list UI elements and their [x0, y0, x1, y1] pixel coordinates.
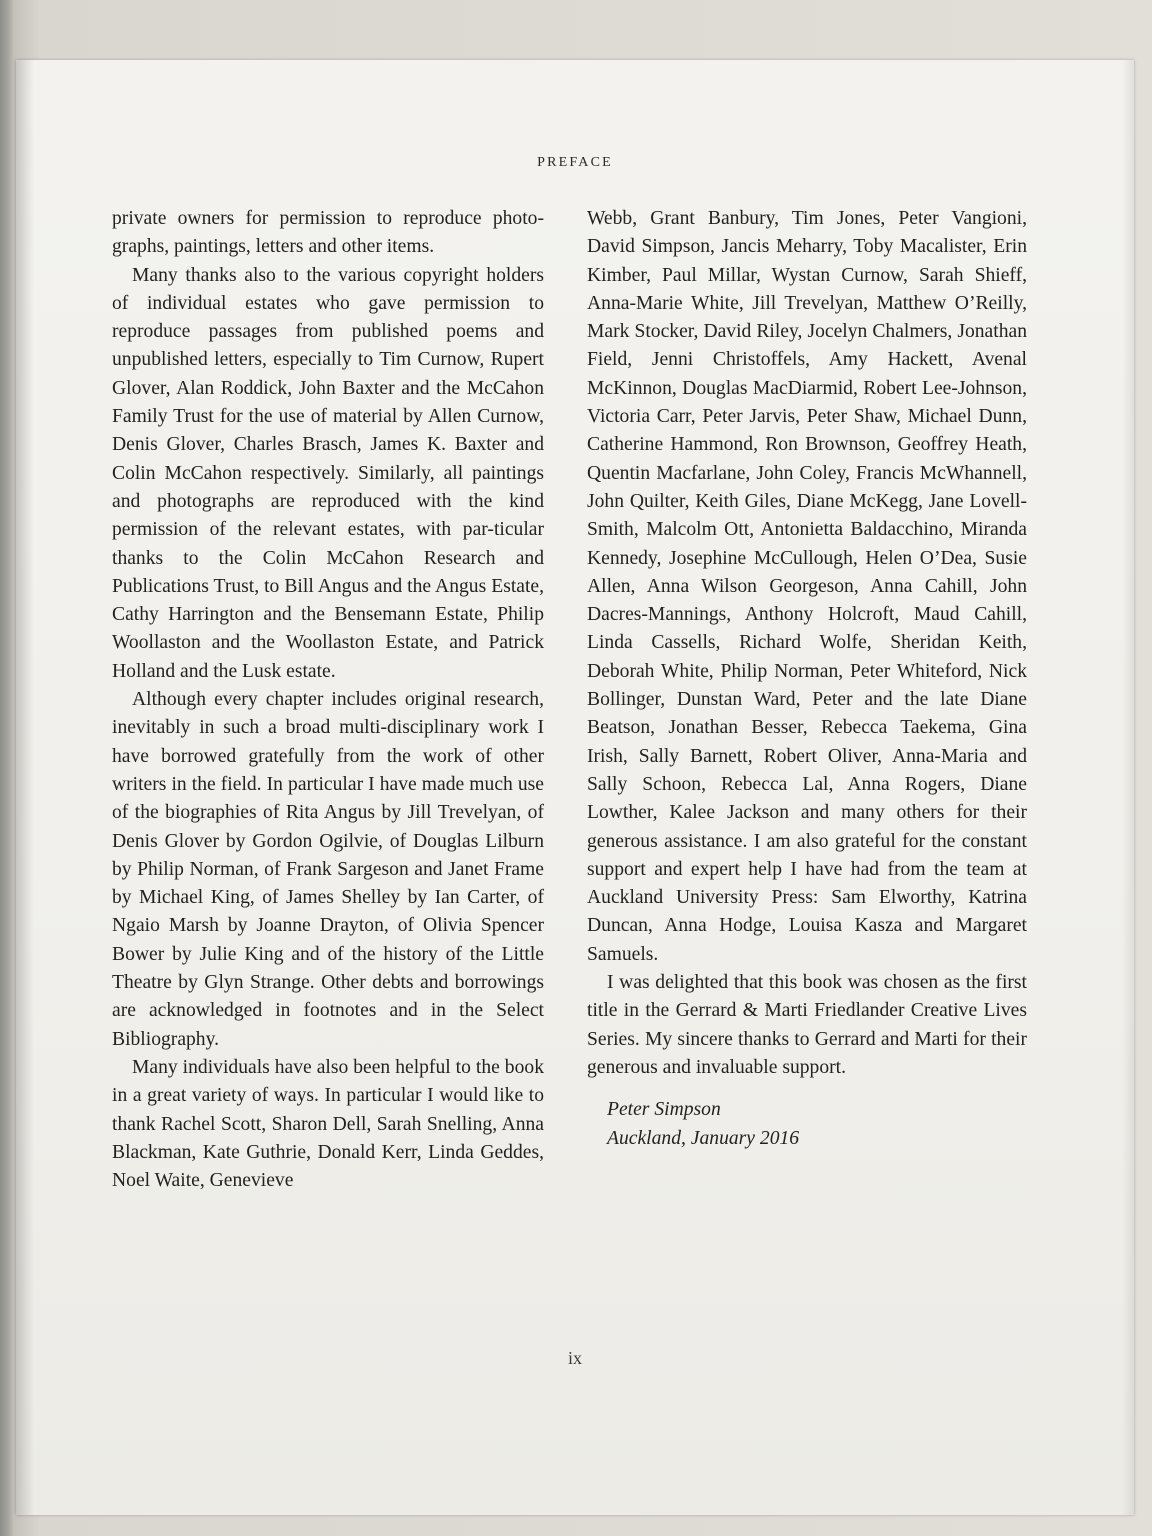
signature	[587, 1096, 1027, 1153]
author-name: Peter Simpson	[607, 1099, 721, 1121]
paragraph: Many thanks also to the various copyright holders of individual estates who gave permission to reproduce passages from published poems and unpublished letters, especially to Tim Curnow, Rupert Glover, Alan Roddick, John Baxter and the McCahon Family Trust for the use of material by Allen Curnow, Denis Glover, Charles Brasch, James K. Baxter and Colin McCahon respectively. Similarly, all paintings and photographs are reproduced with the kind permission of the relevant estates, with par-ticular thanks to the Colin McCahon Research and Publications Trust, to Bill Angus and the Angus Estate, Cathy Harrington and the Bensemann Estate, Philip Woollaston and the Woollaston Estate, and Patrick Holland and the Lusk estate.	[112, 264, 544, 682]
page-gutter-shadow	[16, 60, 34, 1515]
left-column	[112, 205, 544, 1195]
paragraph: Although every chapter includes original research, inevitably in such a broad multi-disciplinary work I have borrowed gratefully from the work of other writers in the field. In particular I have made much use of the biographies of Rita Angus by Jill Trevelyan, of Denis Glover by Gordon Ogilvie, of Douglas Lilburn by Philip Norman, of Frank Sargeson and Janet Frame by Michael King, of James Shelley by Ian Carter, of Ngaio Marsh by Joanne Drayton, of Olivia Spencer Bower by Julie King and of the history of the Little Theatre by Glyn Strange. Other debts and borrowings are acknowledged in footnotes and in the Select Bibliography.	[112, 689, 544, 1050]
right-column	[587, 205, 1027, 1153]
paragraph: Webb, Grant Banbury, Tim Jones, Peter Vangioni, David Simpson, Jancis Meharry, Toby Macalister, Erin Kimber, Paul Millar, Wystan Curnow, Sarah Shieff, Anna-Marie White, Jill Trevelyan, Matthew O’Reilly, Mark Stocker, David Riley, Jocelyn Chalmers, Jonathan Field, Jenni Christoffels, Amy Hackett, Avenal McKinnon, Douglas MacDiarmid, Robert Lee-Johnson, Victoria Carr, Peter Jarvis, Peter Shaw, Michael Dunn, Catherine Hammond, Ron Brownson, Geoffrey Heath, Quentin Macfarlane, John Coley, Francis McWhannell, John Quilter, Keith Giles, Diane McKegg, Jane Lovell-Smith, Malcolm Ott, Antonietta Baldacchino, Miranda Kennedy, Josephine McCullough, Helen O’Dea, Susie Allen, Anna Wilson Georgeson, Anna Cahill, John Dacres-Mannings, Anthony Holcroft, Maud Cahill, Linda Cassells, Richard Wolfe, Sheridan Keith, Deborah White, Philip Norman, Peter Whiteford, Nick Bollinger, Dunstan Ward, Peter and the late Diane Beatson, Jonathan Besser, Rebecca Taekema, Gina Irish, Sally Barnett, Robert Oliver, Anna-Maria and Sally Schoon, Rebecca Lal, Anna Rogers, Diane Lowther, Kalee Jackson and many others for their generous assistance. I am also grateful for the constant support and expert help I have had from the team at Auckland University Press: Sam Elworthy, Katrina Duncan, Anna Hodge, Louisa Kasza and Margaret Samuels.	[587, 208, 1027, 965]
page-edge-shadow	[1122, 60, 1134, 1515]
place-date: Auckland, January 2016	[607, 1127, 800, 1149]
paragraph: I was delighted that this book was chosen as the first title in the Gerrard & Marti Friedlander Creative Lives Series. My sincere thanks to Gerrard and Marti for their generous and invaluable support.	[587, 972, 1027, 1078]
paragraph: Many individuals have also been helpful to the book in a great variety of ways. In particular I would like to thank Rachel Scott, Sharon Dell, Sarah Snelling, Anna Blackman, Kate Guthrie, Donald Kerr, Linda Geddes, Noel Waite, Genevieve	[112, 1056, 544, 1192]
paragraph: private owners for permission to reproduce photo-graphs, paintings, letters and other items.	[112, 208, 544, 258]
running-head: PREFACE	[537, 155, 613, 170]
book-page	[16, 60, 1134, 1515]
page-number: ix	[567, 1348, 582, 1368]
